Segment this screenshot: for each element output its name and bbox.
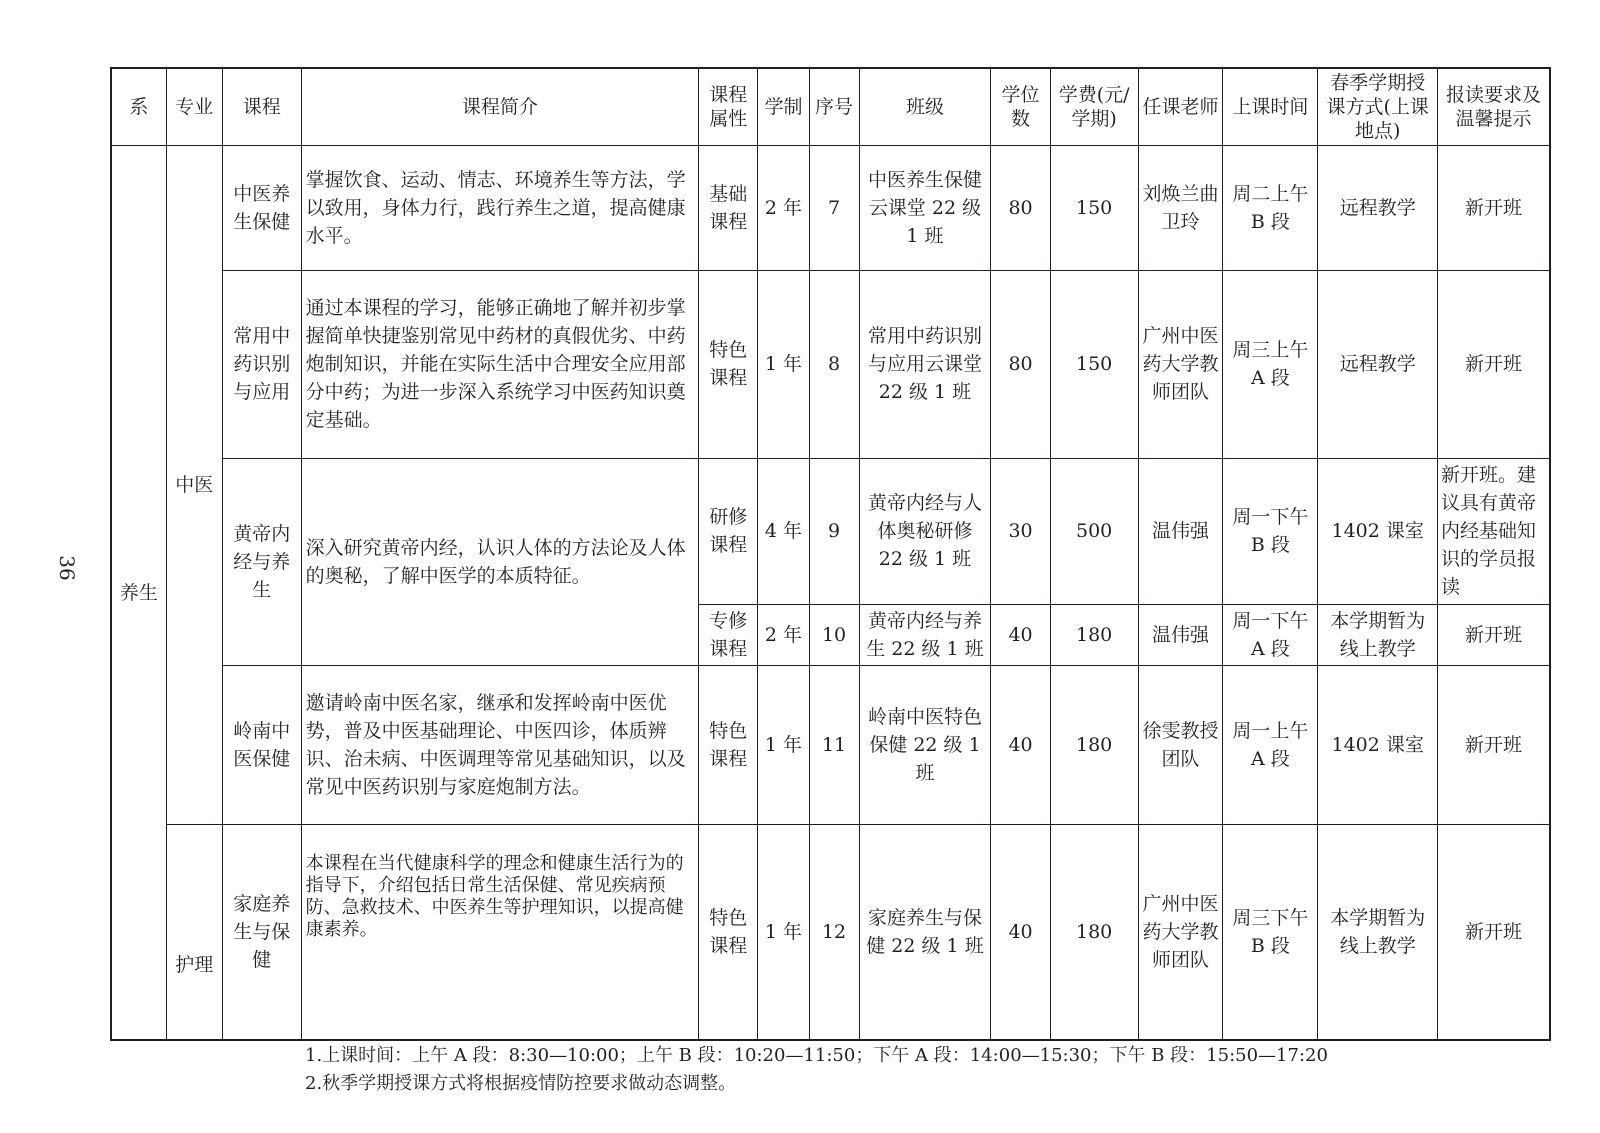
fee-cell: 180 bbox=[1050, 666, 1138, 824]
course-intro-cell: 通过本课程的学习，能够正确地了解并初步掌握简单快捷鉴别常见中药材的真假优劣、中药炮制知识，并能在实际生活中合理安全应用部分中药；为进一步深入系统学习中医药知识奠定基础。 bbox=[301, 271, 699, 459]
mode-cell: 本学期暂为线上教学 bbox=[1318, 604, 1438, 666]
teacher-cell: 温伟强 bbox=[1138, 604, 1223, 666]
years-cell: 2 年 bbox=[758, 146, 809, 271]
class-cell: 中医养生保健云课堂 22 级 1 班 bbox=[859, 146, 991, 271]
note-cell: 新开班 bbox=[1437, 146, 1550, 271]
header-note: 报读要求及温馨提示 bbox=[1437, 68, 1550, 146]
dept-cell: 养生 bbox=[111, 146, 166, 1041]
header-intro: 课程简介 bbox=[301, 68, 699, 146]
header-dept: 系 bbox=[111, 68, 166, 146]
attr-cell: 特色课程 bbox=[699, 824, 758, 1040]
seq-cell: 7 bbox=[809, 146, 859, 271]
seats-cell: 40 bbox=[991, 666, 1050, 824]
fee-cell: 150 bbox=[1050, 146, 1138, 271]
header-time: 上课时间 bbox=[1223, 68, 1318, 146]
years-cell: 4 年 bbox=[758, 458, 809, 604]
course-schedule-table bbox=[110, 67, 1551, 1041]
note-cell: 新开班 bbox=[1437, 604, 1550, 666]
header-seats: 学位数 bbox=[991, 68, 1050, 146]
course-name-cell: 岭南中医保健 bbox=[222, 666, 301, 824]
header-mode: 春季学期授课方式(上课地点) bbox=[1318, 68, 1438, 146]
table-row bbox=[111, 146, 1550, 271]
teacher-cell: 广州中医药大学教师团队 bbox=[1138, 824, 1223, 1040]
fee-cell: 180 bbox=[1050, 604, 1138, 666]
header-seq: 序号 bbox=[809, 68, 859, 146]
major-cell: 中医 bbox=[166, 146, 222, 825]
class-cell: 常用中药识别与应用云课堂 22 级 1 班 bbox=[859, 271, 991, 459]
footnotes bbox=[305, 1042, 1328, 1098]
header-fee: 学费(元/学期) bbox=[1050, 68, 1138, 146]
note-cell: 新开班 bbox=[1437, 271, 1550, 459]
teacher-cell: 刘焕兰曲卫玲 bbox=[1138, 146, 1223, 271]
attr-cell: 特色课程 bbox=[699, 271, 758, 459]
time-cell: 周一下午B 段 bbox=[1223, 458, 1318, 604]
time-cell: 周一下午A 段 bbox=[1223, 604, 1318, 666]
footnote-mode: 2.秋季学期授课方式将根据疫情防控要求做动态调整。 bbox=[305, 1073, 737, 1094]
seats-cell: 30 bbox=[991, 458, 1050, 604]
seq-cell: 8 bbox=[809, 271, 859, 459]
teacher-cell: 徐雯教授团队 bbox=[1138, 666, 1223, 824]
seats-cell: 80 bbox=[991, 146, 1050, 271]
mode-cell: 远程教学 bbox=[1318, 146, 1438, 271]
seq-cell: 10 bbox=[809, 604, 859, 666]
course-intro-cell: 深入研究黄帝内经，认识人体的方法论及人体的奥秘，了解中医学的本质特征。 bbox=[301, 458, 699, 666]
table-row bbox=[111, 458, 1550, 604]
class-cell: 黄帝内经与人体奥秘研修 22 级 1 班 bbox=[859, 458, 991, 604]
mode-cell: 本学期暂为线上教学 bbox=[1318, 824, 1438, 1040]
course-intro-cell: 掌握饮食、运动、情志、环境养生等方法，学以致用，身体力行，践行养生之道，提高健康水平。 bbox=[301, 146, 699, 271]
time-cell: 周二上午B 段 bbox=[1223, 146, 1318, 271]
header-course: 课程 bbox=[222, 68, 301, 146]
table-row bbox=[111, 666, 1550, 824]
note-cell: 新开班。建议具有黄帝内经基础知识的学员报读 bbox=[1437, 458, 1550, 604]
seq-cell: 12 bbox=[809, 824, 859, 1040]
seats-cell: 80 bbox=[991, 271, 1050, 459]
time-cell: 周三下午B 段 bbox=[1223, 824, 1318, 1040]
course-intro-cell: 本课程在当代健康科学的理念和健康生活行为的指导下，介绍包括日常生活保健、常见疾病预防、急救技术、中医养生等护理知识，以提高健康素养。 bbox=[301, 824, 699, 1040]
course-name-cell: 中医养生保健 bbox=[222, 146, 301, 271]
table-row bbox=[111, 271, 1550, 459]
seq-cell: 11 bbox=[809, 666, 859, 824]
mode-cell: 远程教学 bbox=[1318, 271, 1438, 459]
header-years: 学制 bbox=[758, 68, 809, 146]
table-row bbox=[111, 824, 1550, 1040]
teacher-cell: 温伟强 bbox=[1138, 458, 1223, 604]
seats-cell: 40 bbox=[991, 824, 1050, 1040]
teacher-cell: 广州中医药大学教师团队 bbox=[1138, 271, 1223, 459]
major-cell: 护理 bbox=[166, 824, 222, 1040]
attr-cell: 基础课程 bbox=[699, 146, 758, 271]
page-number: 36 bbox=[55, 555, 79, 581]
table-header-row bbox=[111, 68, 1550, 146]
header-attr: 课程属性 bbox=[699, 68, 758, 146]
years-cell: 1 年 bbox=[758, 666, 809, 824]
years-cell: 2 年 bbox=[758, 604, 809, 666]
seats-cell: 40 bbox=[991, 604, 1050, 666]
class-cell: 黄帝内经与养生 22 级 1 班 bbox=[859, 604, 991, 666]
fee-cell: 150 bbox=[1050, 271, 1138, 459]
course-intro-cell: 邀请岭南中医名家，继承和发挥岭南中医优势，普及中医基础理论、中医四诊，体质辨识、治未病、中医调理等常见基础知识，以及常见中医药识别与家庭炮制方法。 bbox=[301, 666, 699, 824]
fee-cell: 180 bbox=[1050, 824, 1138, 1040]
course-name-cell: 常用中药识别与应用 bbox=[222, 271, 301, 459]
class-cell: 家庭养生与保健 22 级 1 班 bbox=[859, 824, 991, 1040]
note-cell: 新开班 bbox=[1437, 824, 1550, 1040]
mode-cell: 1402 课室 bbox=[1318, 458, 1438, 604]
fee-cell: 500 bbox=[1050, 458, 1138, 604]
course-name-cell: 黄帝内经与养生 bbox=[222, 458, 301, 666]
time-cell: 周一上午A 段 bbox=[1223, 666, 1318, 824]
time-cell: 周三上午A 段 bbox=[1223, 271, 1318, 459]
mode-cell: 1402 课室 bbox=[1318, 666, 1438, 824]
years-cell: 1 年 bbox=[758, 271, 809, 459]
footnote-time: 1.上课时间：上午 A 段：8:30—10:00；上午 B 段：10:20—11:50；下午 A 段：14:00—15:30；下午 B 段：15:50—17:20 bbox=[305, 1045, 1328, 1066]
attr-cell: 研修课程 bbox=[699, 458, 758, 604]
class-cell: 岭南中医特色保健 22 级 1 班 bbox=[859, 666, 991, 824]
header-class: 班级 bbox=[859, 68, 991, 146]
seq-cell: 9 bbox=[809, 458, 859, 604]
header-major: 专业 bbox=[166, 68, 222, 146]
attr-cell: 特色课程 bbox=[699, 666, 758, 824]
note-cell: 新开班 bbox=[1437, 666, 1550, 824]
course-name-cell: 家庭养生与保健 bbox=[222, 824, 301, 1040]
attr-cell: 专修课程 bbox=[699, 604, 758, 666]
header-teacher: 任课老师 bbox=[1138, 68, 1223, 146]
years-cell: 1 年 bbox=[758, 824, 809, 1040]
